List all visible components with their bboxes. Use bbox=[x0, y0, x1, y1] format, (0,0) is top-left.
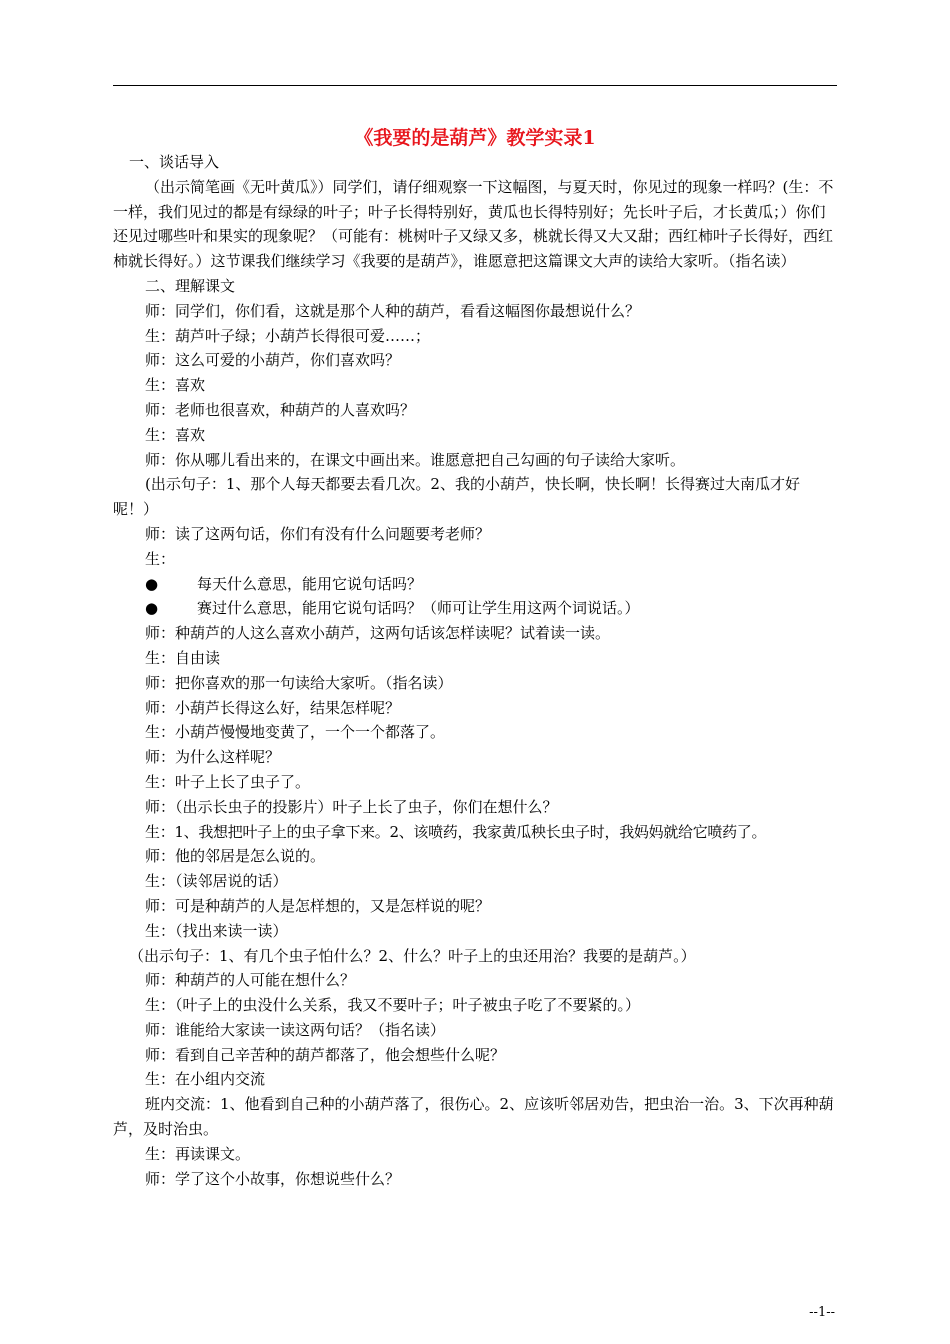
dialogue-line: 生：（读邻居说的话） bbox=[145, 872, 288, 891]
class-exchange-paragraph: 班内交流：1、他看到自己种的小葫芦落了，很伤心。2、应该听邻居劝告，把虫治一治。3、下次再种葫芦，及时治虫。 bbox=[113, 1095, 834, 1139]
dialogue-line: 生：在小组内交流 bbox=[145, 1070, 266, 1089]
dialogue-line: 生：1、我想把叶子上的虫子拿下来。2、该喷药，我家黄瓜秧长虫子时，我妈妈就给它喷药了。 bbox=[145, 822, 767, 841]
dialogue-line: 师：把你喜欢的那一句读给大家听。（指名读） bbox=[145, 673, 453, 692]
bullet-text: 每天什么意思，能用它说句话吗？ bbox=[197, 574, 423, 593]
bullet-text: 赛过什么意思，能用它说句话吗？（师可让学生用这两个词说话。） bbox=[197, 599, 640, 618]
dialogue-line: 师：同学们，你们看，这就是那个人种的葫芦，看看这幅图你最想说什么？ bbox=[145, 301, 641, 320]
dialogue-line: 师：可是种葫芦的人是怎样想的，又是怎样说的呢？ bbox=[145, 896, 491, 915]
dialogue-line: 师：（出示长虫子的投影片）叶子上长了虫子，你们在想什么？ bbox=[145, 797, 558, 816]
dialogue-line: 师：老师也很喜欢，种葫芦的人喜欢吗？ bbox=[145, 400, 416, 419]
page-number: --1-- bbox=[809, 1305, 835, 1320]
dialogue-line: 师：种葫芦的人这么喜欢小葫芦，这两句话该怎样读呢？试着读一读。 bbox=[145, 624, 611, 643]
page-title: 《我要的是葫芦》教学实录1 bbox=[354, 127, 596, 149]
intro-paragraph: （出示简笔画《无叶黄瓜》）同学们，请仔细观察一下这幅图，与夏天时，你见过的现象一样吗？(生：不一样，我们见过的都是有绿绿的叶子；叶子长得特别好，黄瓜也长得特别好；先长叶子后，才长黄瓜；）你们还见过哪些叶和果实的现象呢？（可能有：桃树叶子又绿又多，桃就长得又大又甜；西红柿叶子长得好，西红柿就长得好。）这节课我们继续学习《我要的是葫芦》，谁愿意把这篇课文大声的读给大家听。（指名读） bbox=[113, 177, 834, 271]
dialogue-line: 生：自由读 bbox=[145, 648, 221, 667]
dialogue-line: 生： bbox=[145, 549, 176, 568]
sentences-paragraph-2: （出示句子：1、有几个虫子怕什么？2、什么？叶子上的虫还用治？我要的是葫芦。） bbox=[129, 946, 696, 965]
dialogue-line: 师：谁能给大家读一读这两句话？（指名读） bbox=[145, 1020, 446, 1039]
bullet-icon: ● bbox=[145, 574, 159, 593]
dialogue-line: 生：喜欢 bbox=[145, 425, 206, 444]
dialogue-line: 师：看到自己辛苦种的葫芦都落了，他会想些什么呢？ bbox=[145, 1045, 506, 1064]
dialogue-line: 生：叶子上长了虫子了。 bbox=[145, 772, 311, 791]
dialogue-line: 师：这么可爱的小葫芦，你们喜欢吗？ bbox=[145, 351, 401, 370]
dialogue-line: 师：你从哪儿看出来的，在课文中画出来。谁愿意把自己勾画的句子读给大家听。 bbox=[145, 450, 686, 469]
header-rule bbox=[113, 85, 837, 86]
section-heading-2: 二、理解课文 bbox=[145, 276, 236, 295]
dialogue-line: 师：种葫芦的人可能在想什么？ bbox=[145, 971, 356, 990]
dialogue-line: 生：喜欢 bbox=[145, 376, 206, 395]
dialogue-line: 师：读了这两句话，你们有没有什么问题要考老师？ bbox=[145, 524, 491, 543]
dialogue-line: 师：小葫芦长得这么好，结果怎样呢？ bbox=[145, 698, 401, 717]
bullet-item bbox=[113, 572, 837, 597]
dialogue-line: 师：他的邻居是怎么说的。 bbox=[145, 847, 326, 866]
bullet-item bbox=[113, 596, 837, 621]
section-heading-1: 一、谈话导入 bbox=[129, 153, 220, 171]
bullet-icon: ● bbox=[145, 599, 159, 618]
dialogue-line: 生：（叶子上的虫没什么关系，我又不要叶子；叶子被虫子吃了不要紧的。） bbox=[145, 996, 641, 1015]
dialogue-line: 师：学了这个小故事，你想说些什么？ bbox=[145, 1169, 401, 1188]
dialogue-line: 师：为什么这样呢？ bbox=[145, 748, 281, 767]
dialogue-line: 生：葫芦叶子绿；小葫芦长得很可爱……； bbox=[145, 326, 431, 345]
dialogue-line: 生：（找出来读一读） bbox=[145, 921, 288, 940]
dialogue-line: 生：再读课文。 bbox=[145, 1144, 251, 1163]
dialogue-line: 生：小葫芦慢慢地变黄了，一个一个都落了。 bbox=[145, 723, 446, 742]
sentences-paragraph: (出示句子：1、那个人每天都要去看几次。2、我的小葫芦，快长啊，快长啊！长得赛过大南瓜才好呢！） bbox=[113, 475, 800, 519]
document-body bbox=[113, 150, 837, 1191]
